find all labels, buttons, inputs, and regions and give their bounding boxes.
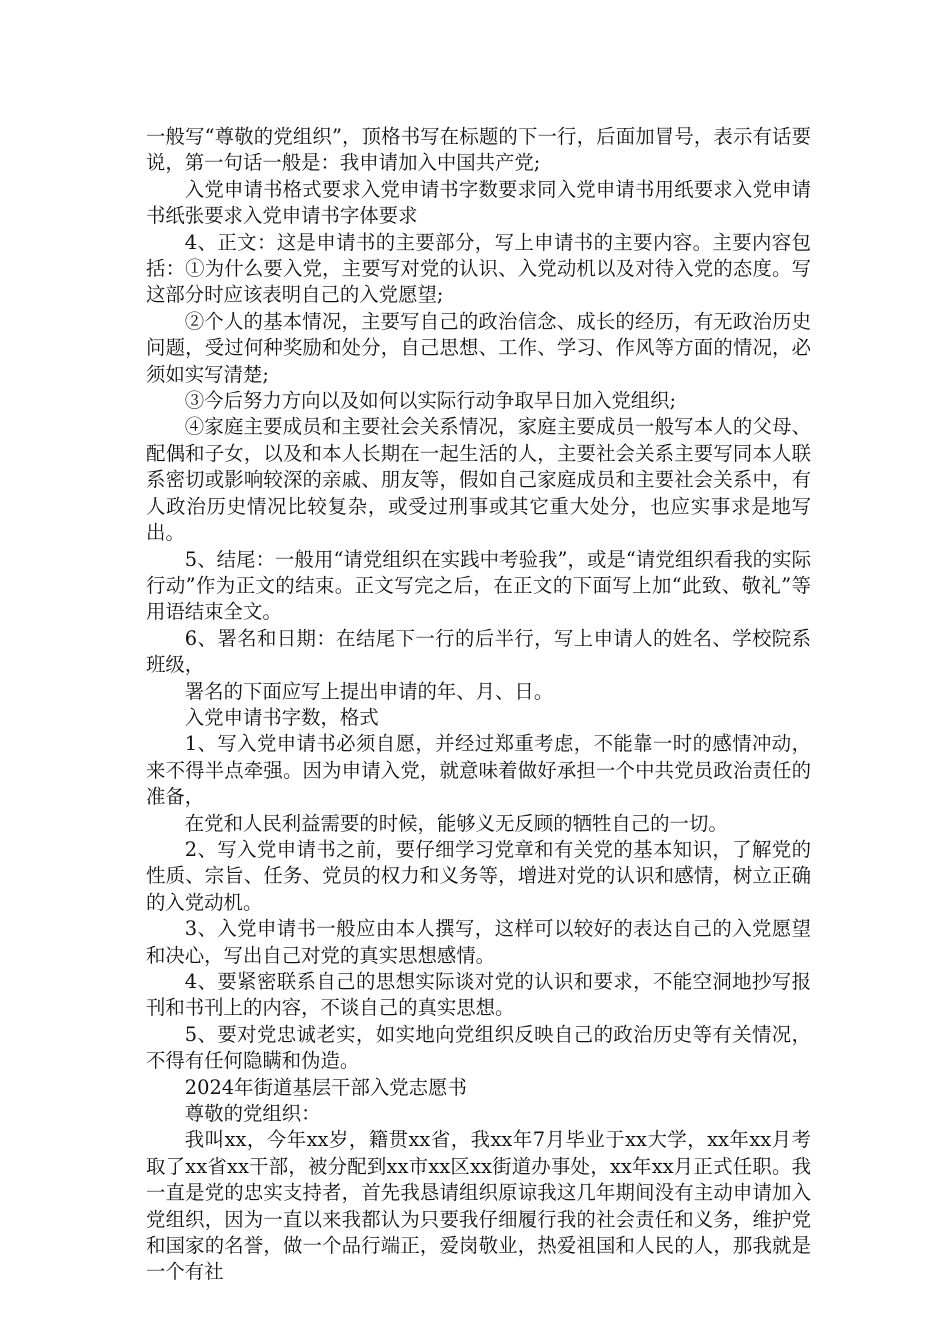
paragraph-salutation-format: 一般写“尊敬的党组织”，顶格书写在标题的下一行，后面加冒号，表示有话要说，第一句话一般是：我申请加入中国共产党; [146,125,811,175]
letter-salutation: 尊敬的党组织： [184,1102,321,1126]
paragraph-family-relations: ④家庭主要成员和主要社会关系情况，家庭主要成员一般写本人的父母、配偶和子女，以及和本人长期在一起生活的人，主要社会关系主要写同本人联系密切或影响较深的亲戚、朋友等，假如自己家庭成员和主要社会关系中，有人政治历史情况比较复杂，或受过刑事或其它重大处分，也应实事求是地写出。 [146,415,811,545]
section-heading-volunteer-letter: 2024年街道基层干部入党志愿书 [184,1075,467,1099]
section-heading-word-count: 入党申请书字数，格式 [184,705,379,729]
paragraph-voluntary: 1、写入党申请书必须自愿，并经过郑重考虑，不能靠一时的感情冲动，来不得半点牵强。因为申请入党，就意味着做好承担一个中共党员政治责任的准备， [146,732,811,809]
paragraph-self-written: 3、入党申请书一般应由本人撰写，这样可以较好的表达自己的入党愿望和决心，写出自己对党的真实思想感情。 [146,917,811,967]
letter-introduction: 我叫xx，今年xx岁，籍贯xx省，我xx年7月毕业于xx大学，xx年xx月考取了xx省xx干部，被分配到xx市xx区xx街道办事处，xx年xx月正式任职。我一直是党的忠实支持者，首先我恳请组织原谅我这几年期间没有主动申请加入党组织，因为一直以来我都认为只要我仔细履行我的社会责任和义务，维护党和国家的名誉，做一个品行端正，爱岗敬业，热爱祖国和人民的人，那我就是一个有社 [146,1128,811,1284]
paragraph-future-direction: ③今后努力方向以及如何以实际行动争取早日加入党组织; [184,389,677,413]
paragraph-closing: 5、结尾：一般用“请党组织在实践中考验我”，或是“请党组织看我的实际行动”作为正文的结束。正文写完之后，在正文的下面写上加“此致、敬礼”等用语结束全文。 [146,547,811,624]
paragraph-sacrifice: 在党和人民利益需要的时候，能够义无反顾的牺牲自己的一切。 [184,811,728,835]
document-body [146,124,811,1286]
paragraph-personal-info: ②个人的基本情况，主要写自己的政治信念、成长的经历，有无政治历史问题，受过何种奖励和处分，自己思想、工作、学习、作风等方面的情况，必须如实写清楚; [146,309,811,386]
paragraph-study-charter: 2、写入党申请书之前，要仔细学习党章和有关党的基本知识，了解党的性质、宗旨、任务、党员的权力和义务等，增进对党的认识和感情，树立正确的入党动机。 [146,837,811,914]
paragraph-body-section: 4、正文：这是申请书的主要部分，写上申请书的主要内容。主要内容包括：①为什么要入党，主要写对党的认识、入党动机以及对待入党的态度。写这部分时应该表明自己的入党愿望; [146,230,811,307]
paragraph-real-thoughts: 4、要紧密联系自己的思想实际谈对党的认识和要求，不能空洞地抄写报刊和书刊上的内容，不谈自己的真实思想。 [146,970,811,1020]
paragraph-date: 署名的下面应写上提出申请的年、月、日。 [184,679,554,703]
paragraph-format-requirements: 入党申请书格式要求入党申请书字数要求同入党申请书用纸要求入党申请书纸张要求入党申请书字体要求 [146,177,811,228]
paragraph-signature: 6、署名和日期：在结尾下一行的后半行，写上申请人的姓名、学校院系班级， [146,626,811,677]
paragraph-honesty: 5、要对党忠诚老实，如实地向党组织反映自己的政治历史等有关情况，不得有任何隐瞒和伪造。 [146,1022,811,1073]
